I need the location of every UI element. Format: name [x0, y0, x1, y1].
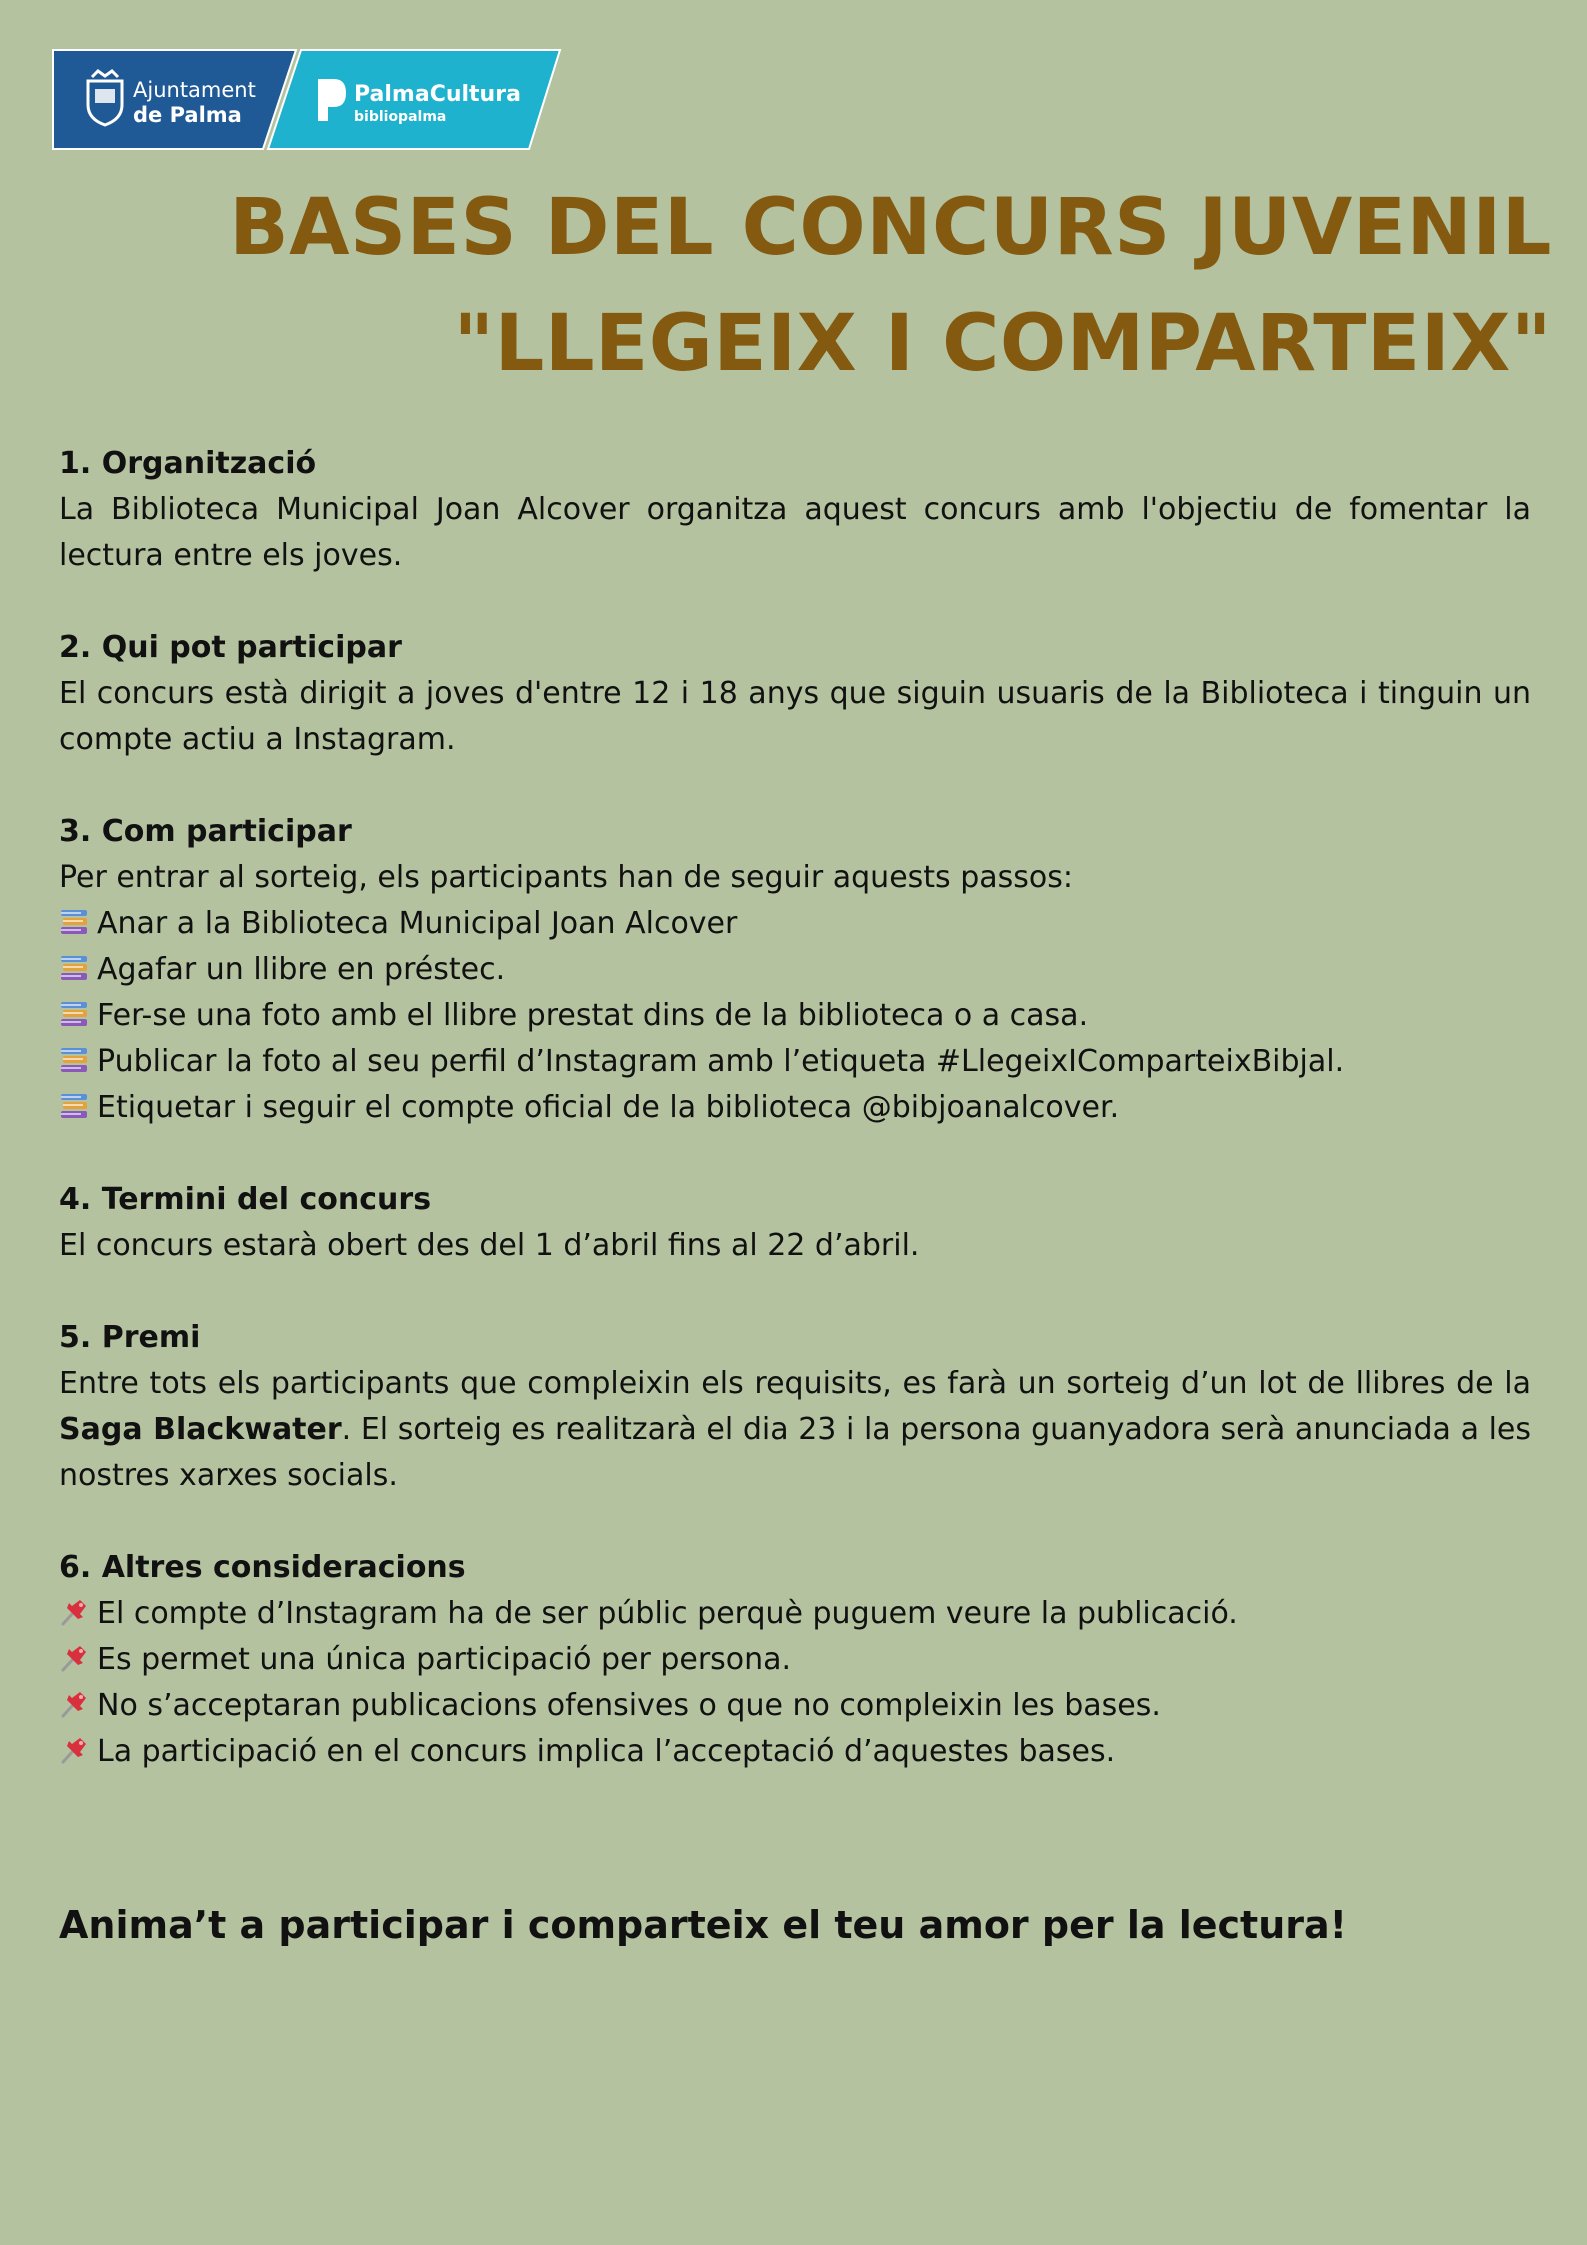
page-title — [152, 170, 1552, 402]
step-text: Publicar la foto al seu perfil d’Instagram amb l’etiqueta #LlegeixICompartеixBibjal. — [97, 1044, 1345, 1079]
section-heading: 4. Termini del concurs — [59, 1182, 432, 1217]
section-termini — [59, 1177, 1531, 1269]
section-altres-consideracions — [59, 1545, 1531, 1775]
step-text: Agafar un llibre en préstec. — [97, 952, 506, 987]
list-item — [59, 1085, 1531, 1131]
books-icon — [59, 999, 89, 1029]
list-item — [59, 947, 1531, 993]
section-heading: 6. Altres consideracions — [59, 1550, 466, 1585]
books-icon — [59, 1045, 89, 1075]
section-heading: 1. Organització — [59, 446, 317, 481]
section-text — [59, 1361, 1531, 1499]
section-heading: 5. Premi — [59, 1320, 201, 1355]
list-item — [59, 1683, 1531, 1729]
step-text: Fer-se una foto amb el llibre prestat dins de la biblioteca o a casa. — [97, 998, 1089, 1033]
section-qui-pot-participar — [59, 625, 1531, 763]
pushpin-icon — [59, 1597, 89, 1627]
consideration-text: La participació en el concurs implica l’acceptació d’aquestes bases. — [97, 1734, 1116, 1769]
premi-text-after: . El sorteig es realitzarà el dia 23 i la persona guanyadora serà anunciada a les nostres xarxes socials. — [59, 1412, 1531, 1493]
logo-ajuntament-line2: de Palma — [133, 103, 242, 127]
list-item — [59, 1039, 1531, 1085]
consideration-text: No s’acceptaran publicacions ofensives o que no compleixin les bases. — [97, 1688, 1161, 1723]
logo-palmacultura-line1: PalmaCultura — [354, 82, 521, 107]
title-line-2: "LLEGEIX I COMPARTEIX" — [453, 299, 1552, 389]
section-text: El concurs estarà obert des del 1 d’abril fins al 22 d’abril. — [59, 1228, 920, 1263]
list-item — [59, 993, 1531, 1039]
pushpin-icon — [59, 1735, 89, 1765]
section-heading: 3. Com participar — [59, 814, 352, 849]
title-line-1: BASES DEL CONCURS JUVENIL — [229, 183, 1552, 273]
rules-content — [59, 441, 1531, 1821]
step-text: Etiquetar i seguir el compte oficial de la biblioteca @bibjoanalcover. — [97, 1090, 1120, 1125]
pushpin-icon — [59, 1689, 89, 1719]
logo-palmacultura-line2: bibliopalma — [354, 109, 447, 125]
books-icon — [59, 1091, 89, 1121]
section-heading: 2. Qui pot participar — [59, 630, 402, 665]
list-item — [59, 1591, 1531, 1637]
section-organitzacio — [59, 441, 1531, 579]
books-icon — [59, 907, 89, 937]
consideration-text: Es permet una única participació per persona. — [97, 1642, 792, 1677]
step-text: Anar a la Biblioteca Municipal Joan Alcover — [97, 906, 738, 941]
section-com-participar — [59, 809, 1531, 1131]
section-text: El concurs està dirigit a joves d'entre 12 i 18 anys que siguin usuaris de la Biblioteca i tinguin un compte actiu a Instagram. — [59, 676, 1531, 757]
section-text: La Biblioteca Municipal Joan Alcover organitza aquest concurs amb l'objectiu de fomentar la lectura entre els joves. — [59, 492, 1531, 573]
books-icon — [59, 953, 89, 983]
section-intro: Per entrar al sorteig, els participants han de seguir aquests passos: — [59, 860, 1073, 895]
logo-ajuntament-line1: Ajuntament — [133, 78, 256, 102]
logo-banner — [52, 49, 562, 150]
section-premi — [59, 1315, 1531, 1499]
list-item — [59, 901, 1531, 947]
premi-saga-name: Saga Blackwater — [59, 1412, 342, 1447]
premi-text-before: Entre tots els participants que compleixin els requisits, es farà un sorteig d’un lot de llibres de la — [59, 1366, 1531, 1401]
list-item — [59, 1637, 1531, 1683]
list-item — [59, 1729, 1531, 1775]
consideration-text: El compte d’Instagram ha de ser públic perquè puguem veure la publicació. — [97, 1596, 1238, 1631]
closing-message: Anima’t a participar i comparteix el teu amor per la lectura! — [59, 1903, 1347, 1947]
pushpin-icon — [59, 1643, 89, 1673]
